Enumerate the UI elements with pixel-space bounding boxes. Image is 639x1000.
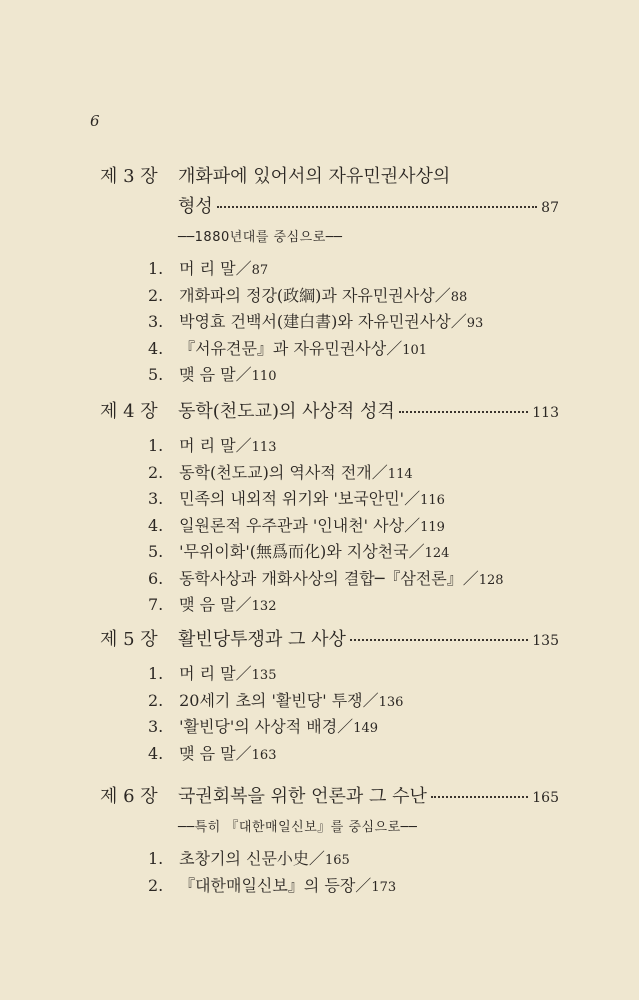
chapter-page: 87 — [541, 200, 559, 216]
section-number: 1. — [148, 664, 164, 683]
section-page: 124 — [424, 546, 450, 561]
section-title: '무위이화'(無爲而化)와 지상천국 — [179, 542, 409, 561]
section-title: 머 리 말 — [179, 436, 236, 455]
section-number: 5. — [148, 365, 164, 384]
section-title: 맺 음 말 — [179, 595, 236, 614]
dot-leader — [431, 796, 528, 798]
section-page: 135 — [251, 668, 277, 683]
section-item: 4. 『서유견문』과 자유민권사상／101 — [148, 338, 428, 358]
section-number: 2. — [148, 875, 164, 895]
section-number: 3. — [148, 489, 164, 508]
chapter-6 — [100, 782, 559, 899]
dot-leader — [217, 206, 537, 208]
section-title: 동학(천도교)의 역사적 전개 — [179, 462, 372, 482]
section-number: 1. — [148, 259, 164, 278]
section-page: 110 — [251, 369, 277, 384]
section-list — [100, 846, 559, 899]
section-item: 2. 『대한매일신보』의 등장／173 — [148, 875, 397, 895]
section-page: 119 — [420, 519, 445, 535]
section-list — [100, 433, 559, 619]
chapter-page: 135 — [532, 633, 559, 649]
section-title: 머 리 말 — [179, 664, 236, 683]
chapter-title: 국권회복을 위한 언론과 그 수난 — [178, 786, 427, 807]
section-number: 3. — [148, 717, 164, 736]
section-title: 초창기의 신문小史 — [179, 849, 309, 868]
chapter-heading — [100, 397, 559, 427]
section-title: '활빈당'의 사상적 배경 — [179, 717, 338, 736]
section-number: 7. — [148, 595, 164, 614]
section-item: 5. 맺 음 말／110 — [148, 365, 277, 384]
section-title: 『서유견문』과 자유민권사상 — [179, 338, 387, 358]
section-number: 5. — [148, 542, 164, 561]
section-item: 3. 민족의 내외적 위기와 '보국안민'／116 — [148, 489, 445, 508]
section-page: 165 — [324, 853, 350, 868]
section-number: 1. — [148, 849, 164, 868]
section-number: 2. — [148, 690, 164, 710]
section-item: 4. 맺 음 말／163 — [148, 743, 277, 763]
section-page: 128 — [478, 572, 504, 588]
section-number: 3. — [148, 312, 164, 331]
section-item: 2. 20세기 초의 '활빈당' 투쟁／136 — [148, 690, 404, 710]
chapter-heading-cont — [100, 192, 559, 222]
section-page: 114 — [387, 466, 413, 482]
chapter-4 — [100, 397, 559, 619]
section-page: 101 — [402, 342, 428, 358]
section-title: 맺 음 말 — [179, 743, 236, 763]
section-item: 7. 맺 음 말／132 — [148, 595, 277, 614]
section-number: 4. — [148, 743, 164, 763]
section-page: 136 — [378, 694, 404, 710]
section-title: 20세기 초의 '활빈당' 투쟁 — [179, 690, 363, 710]
section-number: 6. — [148, 568, 164, 588]
section-list — [100, 661, 559, 767]
section-number: 4. — [148, 515, 164, 535]
section-page: 87 — [251, 263, 269, 278]
chapter-page: 113 — [532, 405, 559, 421]
section-list — [100, 256, 559, 389]
section-page: 149 — [353, 721, 379, 736]
dot-leader — [399, 411, 529, 413]
section-number: 4. — [148, 338, 164, 358]
chapter-heading — [100, 162, 559, 192]
section-item: 4. 일원론적 우주관과 '인내천' 사상／119 — [148, 515, 445, 535]
section-item: 1. 머 리 말／135 — [148, 664, 277, 683]
page-number: 6 — [90, 112, 100, 130]
section-item: 1. 초창기의 신문小史／165 — [148, 849, 350, 868]
dot-leader — [350, 639, 528, 641]
chapter-title: 동학(천도교)의 사상적 성격 — [178, 401, 395, 422]
section-item: 3. 박영효 건백서(建白書)와 자유민권사상／93 — [148, 312, 484, 331]
section-item: 3. '활빈당'의 사상적 배경／149 — [148, 717, 379, 736]
chapter-page: 165 — [532, 790, 559, 806]
chapter-heading — [100, 625, 559, 655]
section-item: 1. 머 리 말／87 — [148, 259, 269, 278]
section-page: 88 — [450, 289, 468, 305]
section-title: 『대한매일신보』의 등장 — [179, 875, 356, 895]
section-title: 머 리 말 — [179, 259, 236, 278]
section-page: 163 — [251, 747, 277, 763]
chapter-title-cont: 형성 — [178, 196, 213, 217]
section-item: 1. 머 리 말／113 — [148, 436, 277, 455]
section-page: 173 — [371, 879, 397, 895]
chapter-3 — [100, 162, 559, 389]
section-item: 5. '무위이화'(無爲而化)와 지상천국／124 — [148, 542, 450, 561]
chapter-subtitle: ──1880년대를 중심으로── — [178, 230, 343, 245]
chapter-title: 개화파에 있어서의 자유민권사상의 — [178, 166, 451, 187]
section-number: 2. — [148, 462, 164, 482]
chapter-number: 제 4 장 — [100, 401, 158, 422]
section-item: 6. 동학사상과 개화사상의 결합─『삼전론』／128 — [148, 568, 504, 588]
section-title: 일원론적 우주관과 '인내천' 사상 — [179, 515, 405, 535]
chapter-title: 활빈당투쟁과 그 사상 — [178, 629, 346, 650]
section-title: 박영효 건백서(建白書)와 자유민권사상 — [179, 312, 451, 331]
section-number: 1. — [148, 436, 164, 455]
section-number: 2. — [148, 285, 164, 305]
section-item: 2. 개화파의 정강(政綱)과 자유민권사상／88 — [148, 285, 468, 305]
section-page: 116 — [420, 493, 445, 508]
chapter-number: 제 3 장 — [100, 166, 158, 187]
chapter-number: 제 6 장 — [100, 786, 158, 807]
section-page: 113 — [251, 440, 277, 455]
chapter-number: 제 5 장 — [100, 629, 158, 650]
section-page: 132 — [251, 599, 277, 614]
chapter-5 — [100, 625, 559, 767]
section-title: 맺 음 말 — [179, 365, 236, 384]
section-page: 93 — [466, 316, 484, 331]
section-item: 2. 동학(천도교)의 역사적 전개／114 — [148, 462, 413, 482]
chapter-subtitle: ──특히 『대한매일신보』를 중심으로── — [178, 820, 418, 835]
chapter-heading — [100, 782, 559, 812]
section-title: 민족의 내외적 위기와 '보국안민' — [179, 489, 405, 508]
section-title: 동학사상과 개화사상의 결합─『삼전론』 — [179, 568, 463, 588]
section-title: 개화파의 정강(政綱)과 자유민권사상 — [179, 285, 435, 305]
